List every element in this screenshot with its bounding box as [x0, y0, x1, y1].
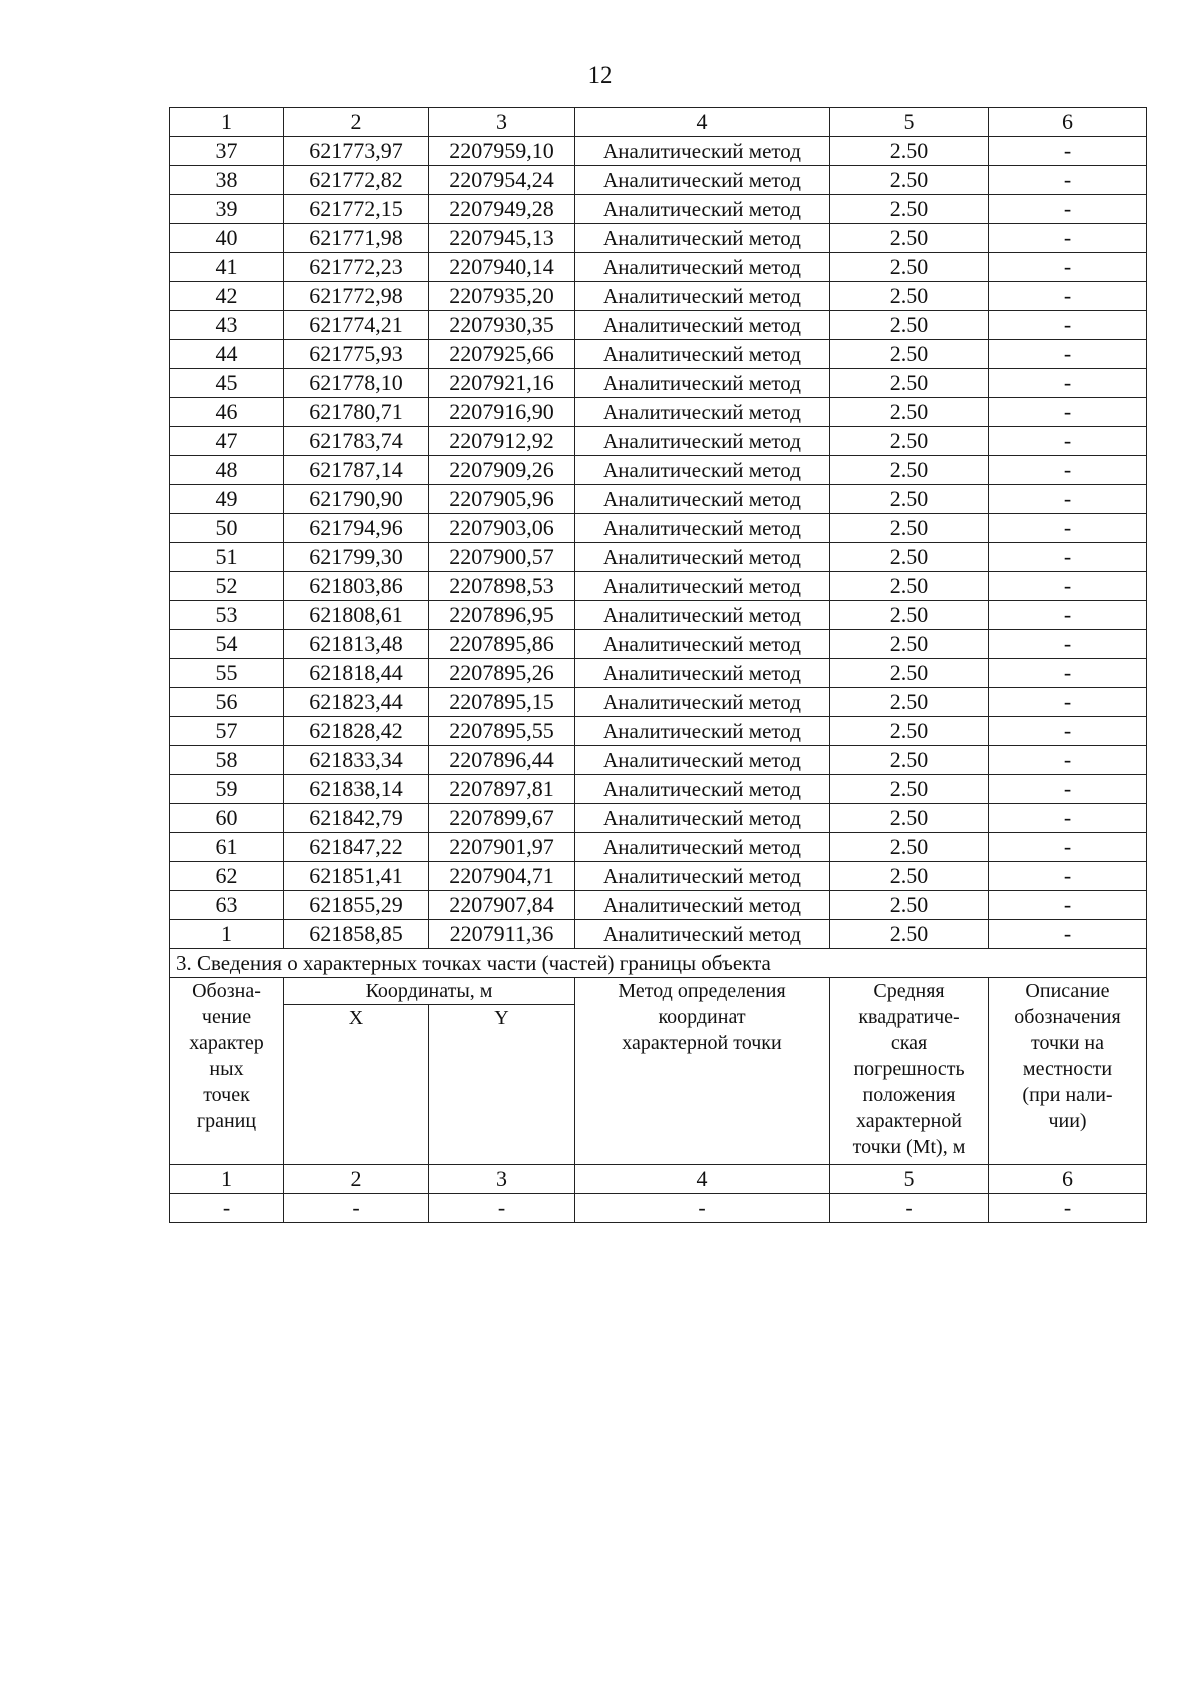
section3-title: 3. Сведения о характерных точках части (частей) границы объекта — [170, 949, 1147, 978]
cell-method: Аналитический метод — [575, 485, 830, 514]
cell-point-number: 55 — [170, 659, 284, 688]
cell-description: - — [989, 601, 1147, 630]
cell-coordinate-y: 2207954,24 — [429, 166, 575, 195]
cell-coordinate-y: 2207900,57 — [429, 543, 575, 572]
cell-description: - — [989, 891, 1147, 920]
cell-point-number: 54 — [170, 630, 284, 659]
cell-method: Аналитический метод — [575, 746, 830, 775]
cell-error-mt: 2.50 — [830, 456, 989, 485]
cell-description: - — [989, 717, 1147, 746]
cell-description: - — [989, 369, 1147, 398]
cell-point-number: 43 — [170, 311, 284, 340]
cell-error-mt: 2.50 — [830, 746, 989, 775]
table-row — [170, 775, 1147, 804]
cell-coordinate-x: 621773,97 — [284, 137, 429, 166]
table-row — [170, 891, 1147, 920]
cell-point-number: 56 — [170, 688, 284, 717]
cell-coordinate-x: 621799,30 — [284, 543, 429, 572]
cell-error-mt: 2.50 — [830, 717, 989, 746]
cell-error-mt: 2.50 — [830, 137, 989, 166]
column-number: 3 — [429, 1165, 575, 1194]
cell-point-number: 59 — [170, 775, 284, 804]
cell-method: Аналитический метод — [575, 833, 830, 862]
table-row — [170, 253, 1147, 282]
cell-error-mt: 2.50 — [830, 485, 989, 514]
cell-coordinate-y: 2207895,26 — [429, 659, 575, 688]
column-number: 4 — [575, 108, 830, 137]
cell-error-mt: 2.50 — [830, 833, 989, 862]
cell-point-number: 53 — [170, 601, 284, 630]
table-row — [170, 340, 1147, 369]
cell-coordinate-x: 621794,96 — [284, 514, 429, 543]
cell-coordinate-x: 621858,85 — [284, 920, 429, 949]
cell-error-mt: 2.50 — [830, 514, 989, 543]
cell-method: Аналитический метод — [575, 920, 830, 949]
table-row — [170, 804, 1147, 833]
table-row — [170, 746, 1147, 775]
table-row — [170, 572, 1147, 601]
cell-point-number: 60 — [170, 804, 284, 833]
cell-description: - — [989, 398, 1147, 427]
section3-empty-row — [170, 1194, 1147, 1223]
cell-description: - — [989, 630, 1147, 659]
cell-point-number: 42 — [170, 282, 284, 311]
table-row — [170, 862, 1147, 891]
cell-coordinate-x: 621833,34 — [284, 746, 429, 775]
cell-point-number: 62 — [170, 862, 284, 891]
cell-description: - — [989, 514, 1147, 543]
header-y: Y — [429, 1005, 575, 1165]
cell-coordinate-y: 2207905,96 — [429, 485, 575, 514]
cell-coordinate-x: 621775,93 — [284, 340, 429, 369]
header-x: X — [284, 1005, 429, 1165]
cell-description: - — [989, 804, 1147, 833]
cell-error-mt: 2.50 — [830, 630, 989, 659]
table-cell: - — [170, 1194, 284, 1223]
cell-coordinate-x: 621842,79 — [284, 804, 429, 833]
cell-error-mt: 2.50 — [830, 166, 989, 195]
cell-description: - — [989, 659, 1147, 688]
section3-header-row — [170, 978, 1147, 1005]
cell-method: Аналитический метод — [575, 775, 830, 804]
section3-title-row — [170, 949, 1147, 978]
cell-error-mt: 2.50 — [830, 311, 989, 340]
cell-point-number: 38 — [170, 166, 284, 195]
cell-description: - — [989, 427, 1147, 456]
cell-method: Аналитический метод — [575, 166, 830, 195]
cell-error-mt: 2.50 — [830, 601, 989, 630]
column-number: 1 — [170, 108, 284, 137]
table-row — [170, 543, 1147, 572]
cell-error-mt: 2.50 — [830, 398, 989, 427]
cell-coordinate-y: 2207930,35 — [429, 311, 575, 340]
cell-method: Аналитический метод — [575, 224, 830, 253]
header-method: Метод определения координат характерной точки — [575, 978, 830, 1165]
section3-body — [170, 949, 1147, 1223]
cell-method: Аналитический метод — [575, 630, 830, 659]
cell-point-number: 61 — [170, 833, 284, 862]
coordinates-table — [169, 107, 1147, 1223]
cell-point-number: 48 — [170, 456, 284, 485]
cell-coordinate-y: 2207907,84 — [429, 891, 575, 920]
header-description: Описание обозначения точки на местности (при нали- чии) — [989, 978, 1147, 1165]
cell-method: Аналитический метод — [575, 543, 830, 572]
cell-method: Аналитический метод — [575, 804, 830, 833]
table-row — [170, 282, 1147, 311]
cell-error-mt: 2.50 — [830, 282, 989, 311]
cell-description: - — [989, 166, 1147, 195]
cell-coordinate-x: 621803,86 — [284, 572, 429, 601]
cell-coordinate-y: 2207925,66 — [429, 340, 575, 369]
table-cell: - — [989, 1194, 1147, 1223]
cell-point-number: 52 — [170, 572, 284, 601]
cell-method: Аналитический метод — [575, 195, 830, 224]
cell-point-number: 39 — [170, 195, 284, 224]
cell-description: - — [989, 543, 1147, 572]
cell-method: Аналитический метод — [575, 282, 830, 311]
coordinates-table-body — [170, 108, 1147, 949]
cell-coordinate-y: 2207959,10 — [429, 137, 575, 166]
table-row — [170, 514, 1147, 543]
cell-method: Аналитический метод — [575, 456, 830, 485]
cell-method: Аналитический метод — [575, 659, 830, 688]
cell-description: - — [989, 920, 1147, 949]
table-row — [170, 688, 1147, 717]
page-number: 12 — [587, 62, 613, 89]
table-row — [170, 224, 1147, 253]
cell-coordinate-y: 2207912,92 — [429, 427, 575, 456]
section3-column-number-row — [170, 1165, 1147, 1194]
table-cell: - — [830, 1194, 989, 1223]
cell-description: - — [989, 862, 1147, 891]
cell-description: - — [989, 485, 1147, 514]
cell-description: - — [989, 253, 1147, 282]
cell-method: Аналитический метод — [575, 862, 830, 891]
table-cell: - — [575, 1194, 830, 1223]
table-row — [170, 398, 1147, 427]
table-row — [170, 485, 1147, 514]
cell-error-mt: 2.50 — [830, 775, 989, 804]
cell-coordinate-y: 2207921,16 — [429, 369, 575, 398]
cell-coordinate-y: 2207898,53 — [429, 572, 575, 601]
cell-coordinate-x: 621790,90 — [284, 485, 429, 514]
cell-method: Аналитический метод — [575, 688, 830, 717]
cell-coordinate-y: 2207896,44 — [429, 746, 575, 775]
cell-coordinate-x: 621772,23 — [284, 253, 429, 282]
cell-coordinate-x: 621774,21 — [284, 311, 429, 340]
column-number: 5 — [830, 1165, 989, 1194]
cell-method: Аналитический метод — [575, 398, 830, 427]
cell-method: Аналитический метод — [575, 340, 830, 369]
cell-coordinate-x: 621828,42 — [284, 717, 429, 746]
header-error: Средняя квадратиче- ская погрешность положения характерной точки (Mt), м — [830, 978, 989, 1165]
cell-coordinate-x: 621838,14 — [284, 775, 429, 804]
cell-coordinate-x: 621823,44 — [284, 688, 429, 717]
cell-error-mt: 2.50 — [830, 369, 989, 398]
cell-point-number: 44 — [170, 340, 284, 369]
cell-coordinate-x: 621772,82 — [284, 166, 429, 195]
cell-point-number: 46 — [170, 398, 284, 427]
table-row — [170, 659, 1147, 688]
cell-method: Аналитический метод — [575, 572, 830, 601]
cell-method: Аналитический метод — [575, 253, 830, 282]
column-number-row — [170, 108, 1147, 137]
cell-coordinate-x: 621772,15 — [284, 195, 429, 224]
cell-method: Аналитический метод — [575, 891, 830, 920]
cell-description: - — [989, 282, 1147, 311]
cell-description: - — [989, 224, 1147, 253]
cell-coordinate-x: 621855,29 — [284, 891, 429, 920]
cell-point-number: 1 — [170, 920, 284, 949]
table-row — [170, 456, 1147, 485]
cell-coordinate-y: 2207899,67 — [429, 804, 575, 833]
cell-description: - — [989, 456, 1147, 485]
table-row — [170, 137, 1147, 166]
table-cell: - — [284, 1194, 429, 1223]
table-row — [170, 833, 1147, 862]
column-number: 6 — [989, 108, 1147, 137]
cell-coordinate-y: 2207916,90 — [429, 398, 575, 427]
cell-coordinate-x: 621851,41 — [284, 862, 429, 891]
cell-description: - — [989, 311, 1147, 340]
cell-error-mt: 2.50 — [830, 659, 989, 688]
cell-description: - — [989, 340, 1147, 369]
cell-point-number: 50 — [170, 514, 284, 543]
cell-method: Аналитический метод — [575, 514, 830, 543]
cell-coordinate-y: 2207895,15 — [429, 688, 575, 717]
cell-coordinate-x: 621818,44 — [284, 659, 429, 688]
column-number: 3 — [429, 108, 575, 137]
cell-error-mt: 2.50 — [830, 804, 989, 833]
column-number: 2 — [284, 1165, 429, 1194]
cell-coordinate-y: 2207895,55 — [429, 717, 575, 746]
cell-coordinate-x: 621787,14 — [284, 456, 429, 485]
cell-method: Аналитический метод — [575, 137, 830, 166]
cell-error-mt: 2.50 — [830, 891, 989, 920]
cell-point-number: 45 — [170, 369, 284, 398]
cell-error-mt: 2.50 — [830, 572, 989, 601]
table-row — [170, 630, 1147, 659]
cell-method: Аналитический метод — [575, 369, 830, 398]
cell-point-number: 40 — [170, 224, 284, 253]
cell-coordinate-y: 2207896,95 — [429, 601, 575, 630]
column-number: 4 — [575, 1165, 830, 1194]
table-row — [170, 920, 1147, 949]
column-number: 5 — [830, 108, 989, 137]
cell-coordinate-x: 621780,71 — [284, 398, 429, 427]
cell-point-number: 57 — [170, 717, 284, 746]
table-row — [170, 427, 1147, 456]
cell-description: - — [989, 833, 1147, 862]
cell-coordinate-y: 2207895,86 — [429, 630, 575, 659]
cell-error-mt: 2.50 — [830, 688, 989, 717]
cell-description: - — [989, 688, 1147, 717]
cell-point-number: 37 — [170, 137, 284, 166]
cell-coordinate-y: 2207935,20 — [429, 282, 575, 311]
cell-point-number: 63 — [170, 891, 284, 920]
column-number: 1 — [170, 1165, 284, 1194]
cell-coordinate-x: 621778,10 — [284, 369, 429, 398]
cell-description: - — [989, 746, 1147, 775]
cell-error-mt: 2.50 — [830, 862, 989, 891]
cell-coordinate-y: 2207909,26 — [429, 456, 575, 485]
column-number: 6 — [989, 1165, 1147, 1194]
table-row — [170, 601, 1147, 630]
cell-point-number: 51 — [170, 543, 284, 572]
cell-coordinate-y: 2207897,81 — [429, 775, 575, 804]
cell-coordinate-y: 2207911,36 — [429, 920, 575, 949]
cell-point-number: 41 — [170, 253, 284, 282]
cell-method: Аналитический метод — [575, 311, 830, 340]
cell-error-mt: 2.50 — [830, 340, 989, 369]
cell-coordinate-y: 2207903,06 — [429, 514, 575, 543]
cell-error-mt: 2.50 — [830, 427, 989, 456]
cell-error-mt: 2.50 — [830, 253, 989, 282]
cell-point-number: 49 — [170, 485, 284, 514]
cell-coordinate-y: 2207949,28 — [429, 195, 575, 224]
cell-error-mt: 2.50 — [830, 224, 989, 253]
cell-point-number: 58 — [170, 746, 284, 775]
cell-coordinate-y: 2207940,14 — [429, 253, 575, 282]
cell-coordinate-y: 2207945,13 — [429, 224, 575, 253]
table-row — [170, 195, 1147, 224]
cell-coordinate-x: 621813,48 — [284, 630, 429, 659]
header-designation: Обозна- чение характер ных точек границ — [170, 978, 284, 1165]
cell-coordinate-x: 621771,98 — [284, 224, 429, 253]
cell-description: - — [989, 775, 1147, 804]
cell-coordinate-x: 621808,61 — [284, 601, 429, 630]
cell-point-number: 47 — [170, 427, 284, 456]
cell-coordinate-y: 2207901,97 — [429, 833, 575, 862]
table-cell: - — [429, 1194, 575, 1223]
cell-method: Аналитический метод — [575, 601, 830, 630]
header-coordinates: Координаты, м — [284, 978, 575, 1005]
cell-error-mt: 2.50 — [830, 543, 989, 572]
cell-coordinate-x: 621847,22 — [284, 833, 429, 862]
cell-method: Аналитический метод — [575, 427, 830, 456]
column-number: 2 — [284, 108, 429, 137]
cell-method: Аналитический метод — [575, 717, 830, 746]
cell-error-mt: 2.50 — [830, 195, 989, 224]
cell-description: - — [989, 572, 1147, 601]
cell-description: - — [989, 195, 1147, 224]
cell-error-mt: 2.50 — [830, 920, 989, 949]
table-row — [170, 166, 1147, 195]
cell-coordinate-x: 621783,74 — [284, 427, 429, 456]
document-sheet — [169, 107, 1146, 1223]
cell-coordinate-x: 621772,98 — [284, 282, 429, 311]
table-row — [170, 311, 1147, 340]
table-row — [170, 369, 1147, 398]
cell-description: - — [989, 137, 1147, 166]
cell-coordinate-y: 2207904,71 — [429, 862, 575, 891]
table-row — [170, 717, 1147, 746]
